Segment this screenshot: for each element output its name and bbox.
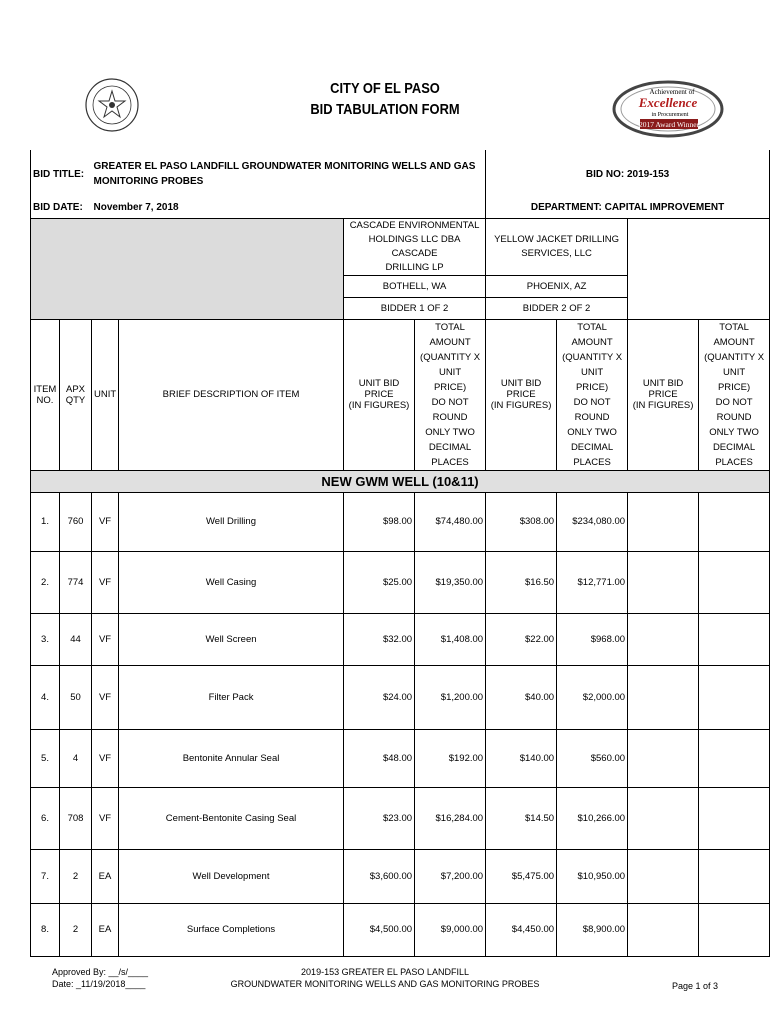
bidder-1-name: CASCADE ENVIRONMENTAL HOLDINGS LLC DBA CASCADE DRILLING LP bbox=[344, 218, 486, 275]
bidder-2-total: $234,080.00 bbox=[557, 492, 628, 551]
bidder-2-unit-price: $14.50 bbox=[486, 787, 557, 849]
item-qty: 2 bbox=[60, 903, 92, 956]
gray-placeholder-block bbox=[31, 218, 344, 319]
bid-number: BID NO: 2019-153 bbox=[486, 150, 770, 198]
svg-text:Achievement of: Achievement of bbox=[649, 88, 695, 96]
item-unit: EA bbox=[92, 903, 119, 956]
item-unit: VF bbox=[92, 613, 119, 665]
bidder-2-total: $12,771.00 bbox=[557, 551, 628, 613]
bid-date-value: November 7, 2018 bbox=[92, 198, 486, 218]
bidder-2-unit-price: $308.00 bbox=[486, 492, 557, 551]
page-number: Page 1 of 3 bbox=[671, 981, 718, 991]
bidder-2-total: $10,950.00 bbox=[557, 849, 628, 903]
bidder-1-unit-price: $3,600.00 bbox=[344, 849, 415, 903]
col-b3-total-header: TOTAL AMOUNT (QUANTITY X UNIT PRICE) DO NOT ROUND ONLY TWO DECIMAL PLACES bbox=[699, 319, 770, 470]
bid-title-label: BID TITLE: bbox=[31, 150, 92, 198]
bidder-2-total: $560.00 bbox=[557, 729, 628, 787]
item-no: 7. bbox=[31, 849, 60, 903]
bidder-3-unit-price bbox=[628, 729, 699, 787]
col-item-header: ITEM NO. bbox=[31, 319, 60, 470]
bidder-1-unit-price: $48.00 bbox=[344, 729, 415, 787]
table-row bbox=[31, 551, 770, 613]
bidder-3-total bbox=[699, 665, 770, 729]
bidder-2-order: BIDDER 2 OF 2 bbox=[486, 297, 628, 319]
bidder-2-name: YELLOW JACKET DRILLING SERVICES, LLC bbox=[486, 218, 628, 275]
item-desc: Well Casing bbox=[119, 551, 344, 613]
bidder-1-total: $192.00 bbox=[415, 729, 486, 787]
item-qty: 44 bbox=[60, 613, 92, 665]
bidder-2-unit-price: $140.00 bbox=[486, 729, 557, 787]
bidder-1-unit-price: $24.00 bbox=[344, 665, 415, 729]
bidder-3-total bbox=[699, 613, 770, 665]
bidder-1-total: $7,200.00 bbox=[415, 849, 486, 903]
item-qty: 4 bbox=[60, 729, 92, 787]
item-no: 6. bbox=[31, 787, 60, 849]
table-row bbox=[31, 849, 770, 903]
bidder-2-unit-price: $40.00 bbox=[486, 665, 557, 729]
bidder-1-unit-price: $32.00 bbox=[344, 613, 415, 665]
item-desc: Well Screen bbox=[119, 613, 344, 665]
bidder-1-total: $1,200.00 bbox=[415, 665, 486, 729]
item-qty: 50 bbox=[60, 665, 92, 729]
bidder-1-unit-price: $23.00 bbox=[344, 787, 415, 849]
bidder-3-unit-price bbox=[628, 665, 699, 729]
bidder-2-total: $10,266.00 bbox=[557, 787, 628, 849]
bidder-2-total: $968.00 bbox=[557, 613, 628, 665]
bidder-3-total bbox=[699, 551, 770, 613]
bidder-3-unit-price bbox=[628, 849, 699, 903]
department: DEPARTMENT: CAPITAL IMPROVEMENT bbox=[486, 198, 770, 218]
bidder-1-total: $16,284.00 bbox=[415, 787, 486, 849]
col-b1-total-header: TOTAL AMOUNT (QUANTITY X UNIT PRICE) DO NOT ROUND ONLY TWO DECIMAL PLACES bbox=[415, 319, 486, 470]
item-unit: VF bbox=[92, 551, 119, 613]
bidder-3-total bbox=[699, 903, 770, 956]
bidder-2-unit-price: $16.50 bbox=[486, 551, 557, 613]
bidder-1-location: BOTHELL, WA bbox=[344, 275, 486, 297]
col-unit-header: UNIT bbox=[92, 319, 119, 470]
item-no: 8. bbox=[31, 903, 60, 956]
table-row bbox=[31, 613, 770, 665]
bidder-2-unit-price: $5,475.00 bbox=[486, 849, 557, 903]
table-row bbox=[31, 729, 770, 787]
bid-tabulation-table bbox=[30, 150, 770, 957]
bidder-3-unit-price bbox=[628, 613, 699, 665]
bidder-1-order: BIDDER 1 OF 2 bbox=[344, 297, 486, 319]
item-desc: Cement-Bentonite Casing Seal bbox=[119, 787, 344, 849]
bidder-3-total bbox=[699, 787, 770, 849]
svg-text:in Procurement: in Procurement bbox=[651, 112, 689, 118]
item-desc: Well Drilling bbox=[119, 492, 344, 551]
bidder-3-total bbox=[699, 729, 770, 787]
bidder-3-total bbox=[699, 849, 770, 903]
col-b2-unit-header: UNIT BID PRICE (IN FIGURES) bbox=[486, 319, 557, 470]
bidder-3-unit-price bbox=[628, 492, 699, 551]
bidder-2-unit-price: $22.00 bbox=[486, 613, 557, 665]
svg-text:2017 Award Winner: 2017 Award Winner bbox=[638, 120, 700, 129]
item-qty: 708 bbox=[60, 787, 92, 849]
item-unit: EA bbox=[92, 849, 119, 903]
approved-by: Approved By: __/s/____ bbox=[52, 967, 149, 977]
col-b2-total-header: TOTAL AMOUNT (QUANTITY X UNIT PRICE) DO NOT ROUND ONLY TWO DECIMAL PLACES bbox=[557, 319, 628, 470]
col-qty-header: APX QTY bbox=[60, 319, 92, 470]
item-desc: Well Development bbox=[119, 849, 344, 903]
item-qty: 2 bbox=[60, 849, 92, 903]
item-no: 5. bbox=[31, 729, 60, 787]
table-row bbox=[31, 492, 770, 551]
bidder-1-unit-price: $25.00 bbox=[344, 551, 415, 613]
bidder-1-total: $74,480.00 bbox=[415, 492, 486, 551]
item-desc: Filter Pack bbox=[119, 665, 344, 729]
bidder-3-unit-price bbox=[628, 903, 699, 956]
item-no: 1. bbox=[31, 492, 60, 551]
footer-center: 2019-153 GREATER EL PASO LANDFILL GROUNDWATER MONITORING WELLS AND GAS MONITORING PROBES bbox=[230, 967, 540, 989]
col-desc-header: BRIEF DESCRIPTION OF ITEM bbox=[119, 319, 344, 470]
bidder-1-unit-price: $98.00 bbox=[344, 492, 415, 551]
bidder-2-total: $2,000.00 bbox=[557, 665, 628, 729]
bidder-1-total: $19,350.00 bbox=[415, 551, 486, 613]
bidder-1-total: $9,000.00 bbox=[415, 903, 486, 956]
item-unit: VF bbox=[92, 492, 119, 551]
approval-block bbox=[52, 966, 148, 990]
bidder-1-unit-price: $4,500.00 bbox=[344, 903, 415, 956]
bidder-1-total: $1,408.00 bbox=[415, 613, 486, 665]
item-unit: VF bbox=[92, 665, 119, 729]
item-qty: 774 bbox=[60, 551, 92, 613]
bidder-3-unit-price bbox=[628, 787, 699, 849]
page-title: CITY OF EL PASO BID TABULATION FORM bbox=[310, 80, 460, 118]
item-desc: Surface Completions bbox=[119, 903, 344, 956]
section-title: NEW GWM WELL (10&11) bbox=[31, 470, 770, 492]
bid-date-label: BID DATE: bbox=[31, 198, 92, 218]
item-qty: 760 bbox=[60, 492, 92, 551]
bid-title-value: GREATER EL PASO LANDFILL GROUNDWATER MONITORING WELLS AND GAS MONITORING PROBES bbox=[92, 150, 486, 198]
table-row bbox=[31, 787, 770, 849]
bidder-3-empty bbox=[628, 218, 770, 319]
item-no: 4. bbox=[31, 665, 60, 729]
item-unit: VF bbox=[92, 787, 119, 849]
col-b3-unit-header: UNIT BID PRICE (IN FIGURES) bbox=[628, 319, 699, 470]
bidder-3-unit-price bbox=[628, 551, 699, 613]
bidder-3-total bbox=[699, 492, 770, 551]
bidder-2-unit-price: $4,450.00 bbox=[486, 903, 557, 956]
bidder-2-location: PHOENIX, AZ bbox=[486, 275, 628, 297]
col-b1-unit-header: UNIT BID PRICE (IN FIGURES) bbox=[344, 319, 415, 470]
item-desc: Bentonite Annular Seal bbox=[119, 729, 344, 787]
item-unit: VF bbox=[92, 729, 119, 787]
award-badge-logo bbox=[612, 80, 724, 138]
table-row bbox=[31, 665, 770, 729]
table-row bbox=[31, 903, 770, 956]
bidder-2-total: $8,900.00 bbox=[557, 903, 628, 956]
approval-date: Date: _11/19/2018____ bbox=[52, 979, 146, 989]
item-no: 2. bbox=[31, 551, 60, 613]
svg-text:Excellence: Excellence bbox=[638, 95, 698, 110]
item-no: 3. bbox=[31, 613, 60, 665]
